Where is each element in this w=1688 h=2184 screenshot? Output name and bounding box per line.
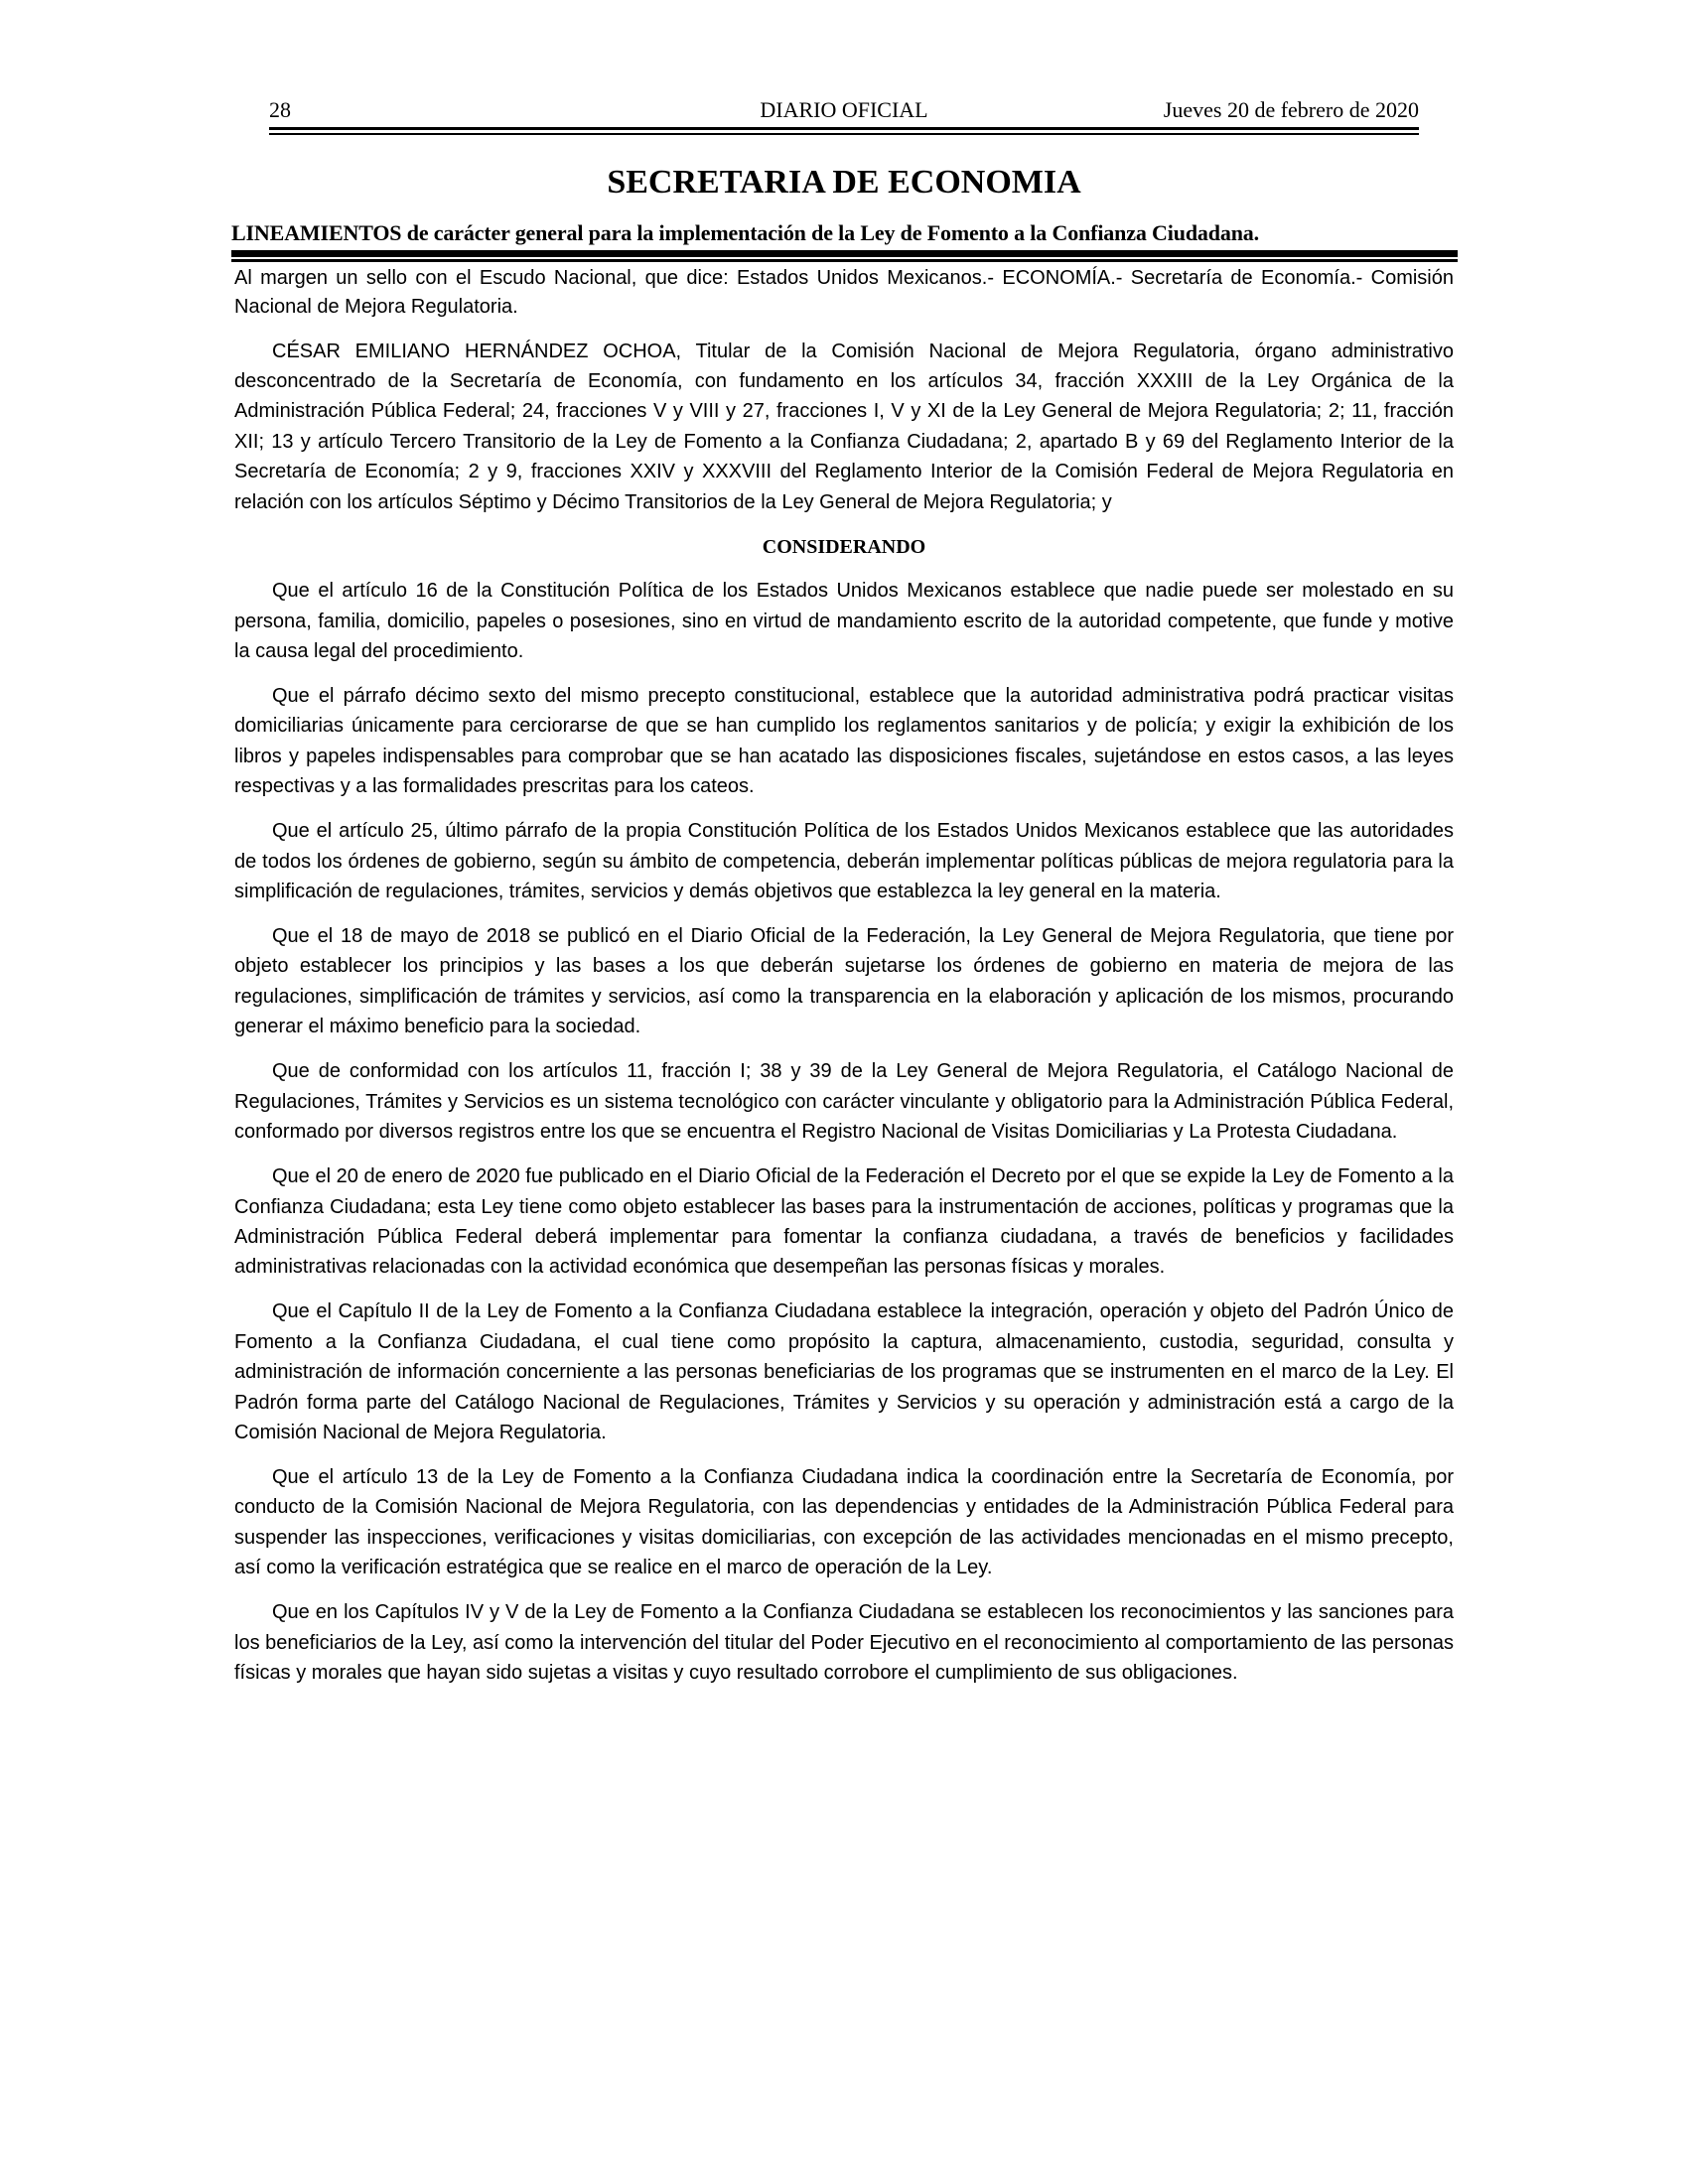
document-body <box>234 264 1454 1703</box>
header-rule-thin <box>269 133 1419 135</box>
seal-note: Al margen un sello con el Escudo Nacional, que dice: Estados Unidos Mexicanos.- ECONOMÍA.- Secretaría de Economía.- Comisión Nacional de Mejora Regulatoria. <box>234 267 1454 318</box>
considerando-paragraph: Que el 20 de enero de 2020 fue publicado en el Diario Oficial de la Federación el Decreto por el que se expide la Ley de Fomento a la Confianza Ciudadana; esta Ley tiene como objeto establecer las bases para la instrumentación de acciones, políticas y programas que la Administración Pública Federal deberá implementar para fomentar la confianza ciudadana, a través de beneficios y facilidades administrativas relacionadas con la actividad económica que desempeñan las personas físicas y morales. <box>234 1165 1454 1279</box>
page-number: 28 <box>269 97 291 122</box>
journal-name: DIARIO OFICIAL <box>760 97 928 122</box>
considerando-paragraph: Que en los Capítulos IV y V de la Ley de Fomento a la Confianza Ciudadana se establecen los reconocimientos y las sanciones para los beneficiarios de la Ley, así como la intervención del titular del Poder Ejecutivo en el reconocimiento al comportamiento de las personas físicas y morales que hayan sido sujetas a visitas y cuyo resultado corrobore el cumplimiento de sus obligaciones. <box>234 1601 1454 1684</box>
considerando-paragraph: Que el artículo 16 de la Constitución Política de los Estados Unidos Mexicanos establece que nadie puede ser molestado en su persona, familia, domicilio, papeles o posesiones, sino en virtud de mandamiento escrito de la autoridad competente, que funde y motive la causa legal del procedimiento. <box>234 580 1454 663</box>
title-rule-thin <box>231 259 1458 262</box>
considerando-paragraph: Que de conformidad con los artículos 11, fracción I; 38 y 39 de la Ley General de Mejora Regulatoria, el Catálogo Nacional de Regulaciones, Trámites y Servicios es un sistema tecnológico con carácter vinculante y obligatorio para la Administración Pública Federal, conformado por diversos registros entre los que se encuentra el Registro Nacional de Visitas Domiciliarias y La Protesta Ciudadana. <box>234 1060 1454 1144</box>
considerando-paragraph: Que el Capítulo II de la Ley de Fomento a la Confianza Ciudadana establece la integración, operación y objeto del Padrón Único de Fomento a la Confianza Ciudadana, el cual tiene como propósito la captura, almacenamiento, custodia, seguridad, consulta y administración de información concerniente a las personas beneficiarias de los programas que se instrumenten en el marco de la Ley. El Padrón forma parte del Catálogo Nacional de Regulaciones, Trámites y Servicios y su operación y administración está a cargo de la Comisión Nacional de Mejora Regulatoria. <box>234 1300 1454 1443</box>
considerando-heading: CONSIDERANDO <box>762 535 926 558</box>
header-rule-thick <box>269 127 1419 130</box>
title-rule-thick <box>231 250 1458 257</box>
considerando-paragraph: Que el artículo 25, último párrafo de la propia Constitución Política de los Estados Unidos Mexicanos establece que las autoridades de todos los órdenes de gobierno, según su ámbito de competencia, deberán implementar políticas públicas de mejora regulatoria para la simplificación de regulaciones, trámites, servicios y demás objetivos que establezca la ley general en la materia. <box>234 820 1454 903</box>
section-title: SECRETARIA DE ECONOMIA <box>607 164 1081 201</box>
considerando-paragraph: Que el 18 de mayo de 2018 se publicó en el Diario Oficial de la Federación, la Ley General de Mejora Regulatoria, que tiene por objeto establecer los principios y las bases a los que deberán sujetarse los órdenes de gobierno en materia de mejora de las regulaciones, simplificación de trámites y servicios, así como la transparencia en la elaboración y aplicación de los mismos, procurando generar el máximo beneficio para la sociedad. <box>234 925 1454 1038</box>
considerando-paragraph: Que el artículo 13 de la Ley de Fomento a la Confianza Ciudadana indica la coordinación entre la Secretaría de Economía, por conducto de la Comisión Nacional de Mejora Regulatoria, con las dependencias y entidades de la Administración Pública Federal para suspender las inspecciones, verificaciones y visitas domiciliarias, con excepción de las actividades mencionadas en el mismo precepto, así como la verificación estratégica que se realice en el marco de operación de la Ley. <box>234 1465 1454 1579</box>
running-header <box>269 97 1419 123</box>
document-title: LINEAMIENTOS de carácter general para la implementación de la Ley de Fomento a la Confianza Ciudadana. <box>231 220 1259 245</box>
issue-date: Jueves 20 de febrero de 2020 <box>1163 97 1419 122</box>
preamble-paragraph: CÉSAR EMILIANO HERNÁNDEZ OCHOA, Titular de la Comisión Nacional de Mejora Regulatoria, órgano administrativo desconcentrado de la Secretaría de Economía, con fundamento en los artículos 34, fracción XXXIII de la Ley Orgánica de la Administración Pública Federal; 24, fracciones V y VIII y 27, fracciones I, V y XI de la Ley General de Mejora Regulatoria; 2; 11, fracción XII; 13 y artículo Tercero Transitorio de la Ley de Fomento a la Confianza Ciudadana; 2, apartado B y 69 del Reglamento Interior de la Secretaría de Economía; 2 y 9, fracciones XXIV y XXXVIII del Reglamento Interior de la Comisión Federal de Mejora Regulatoria en relación con los artículos Séptimo y Décimo Transitorios de la Ley General de Mejora Regulatoria; y <box>234 340 1454 513</box>
considerando-paragraph: Que el párrafo décimo sexto del mismo precepto constitucional, establece que la autoridad administrativa podrá practicar visitas domiciliarias únicamente para cerciorarse de que se han cumplido los reglamentos sanitarios y de policía; y exigir la exhibición de los libros y papeles indispensables para comprobar que se han acatado las disposiciones fiscales, sujetándose en estos casos, a las leyes respectivas y a las formalidades prescritas para los cateos. <box>234 685 1454 798</box>
